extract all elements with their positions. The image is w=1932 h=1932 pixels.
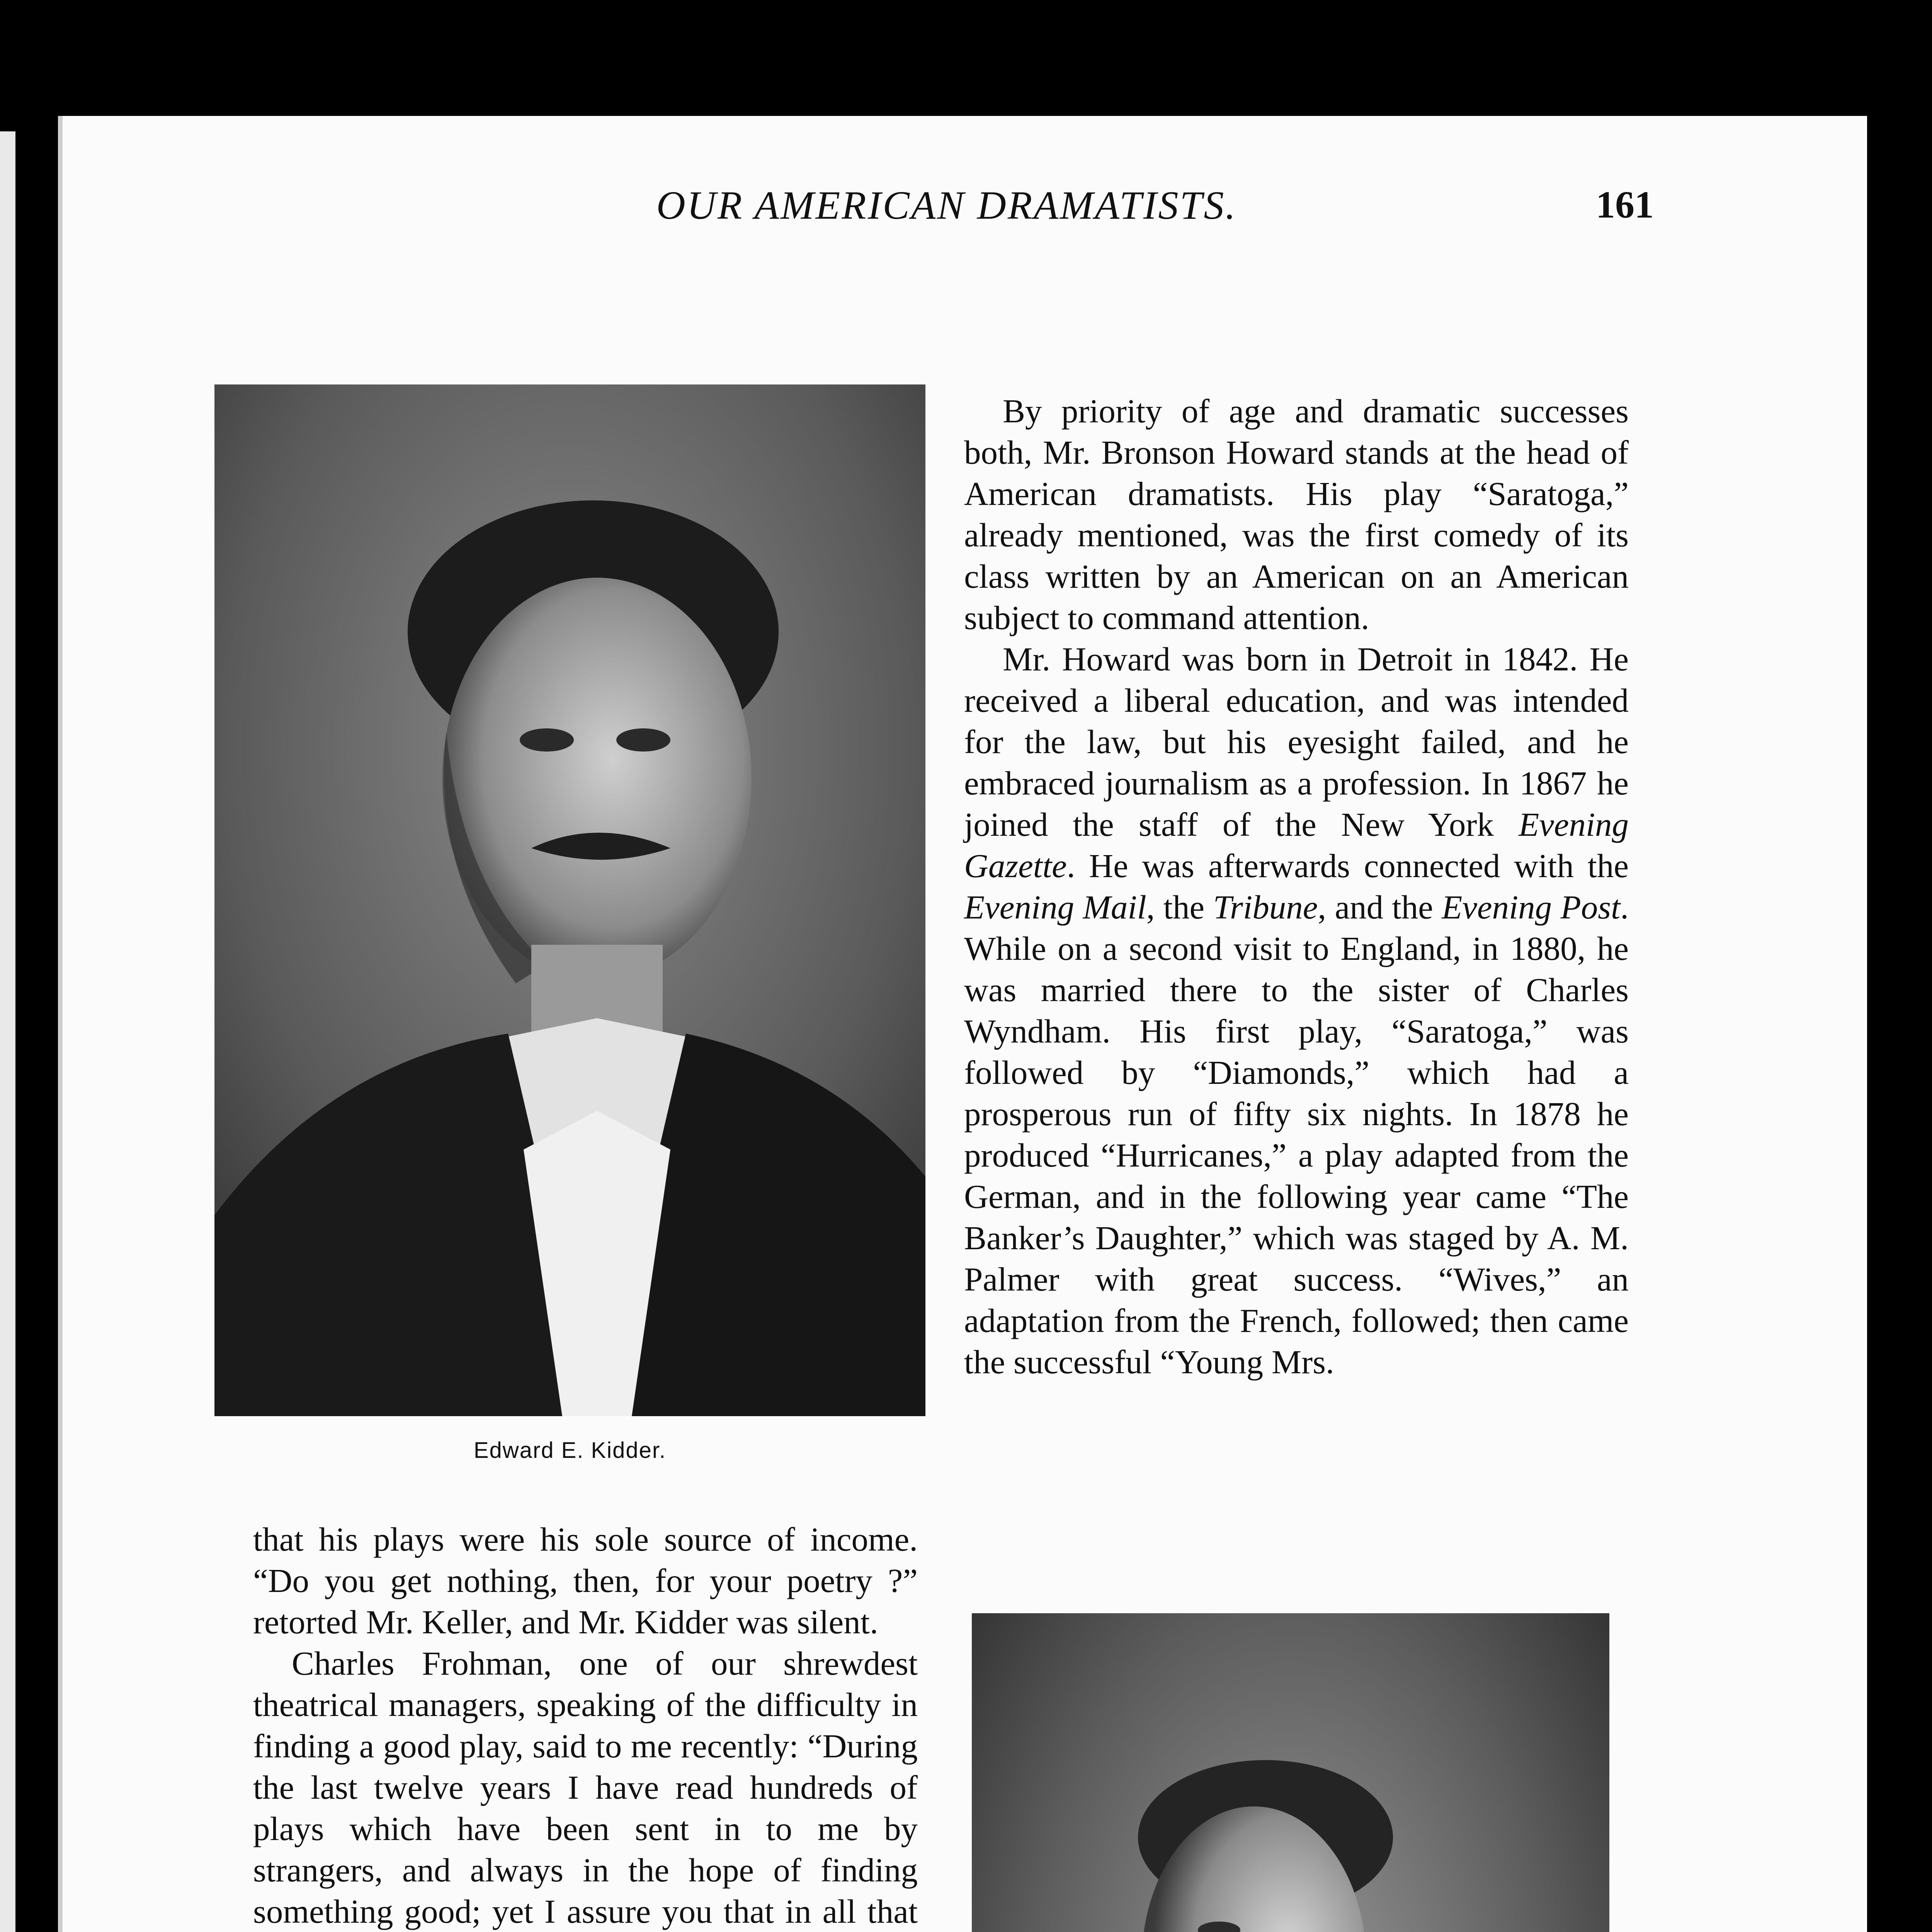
italic-title-tribune: Tribune — [1213, 888, 1318, 926]
paragraph-howard-biography: Mr. Howard was born in Detroit in 1842. He received a liberal education, and was intended for the law, but his eyesight failed, and he embraced journalism as a profession. In 1867 he joined the staff of the New York Evening Gazette. He was afterwards connected with the Evening Mail, the Tribune, and the Evening Post. While on a second visit to England, in 1880, he was married there to the sister of Charles Wyndham. His first play, “Saratoga,” was followed by “Diamonds,” which had a prosperous run of fifty six nights. In 1878 he produced “Hurricanes,” a play adapted from the German, and in the following year came “The Banker’s Daughter,” which was staged by A. M. Palmer with great success. “Wives,” an adaptation from the French, followed; then came the successful “Young Mrs. — [964, 640, 1629, 1381]
paragraph-frohman-quote: Charles Frohman, one of our shrewdest theatrical managers, speaking of the difficulty in finding a good play, said to me recently: “During the last twelve years I have read hundreds of plays which have been sent in to me by strangers, and always in the hope of finding something good; yet I assure you that in all that — [253, 1645, 918, 1930]
photo-caption-kidder: Edward E. Kidder. — [473, 1438, 667, 1463]
portrait-photo-kidder — [214, 384, 925, 1416]
portrait-kidder-illustration — [214, 384, 925, 1416]
running-title: OUR AMERICAN DRAMATISTS. — [656, 183, 1237, 228]
italic-title-evening-mail: Evening Mail — [964, 888, 1146, 926]
left-column-text — [253, 1519, 918, 1932]
page-number: 161 — [1596, 183, 1654, 226]
right-column-text — [964, 390, 1629, 1383]
paragraph-howard-priority: By priority of age and dramatic successes both, Mr. Bronson Howard stands at the head of American dramatists. His play “Saratoga,” already mentioned, was the first comedy of its class written by an American on an American subject to command attention. — [964, 392, 1629, 636]
italic-title-evening-post: Evening Post — [1442, 888, 1621, 926]
paragraph-kidder-continued: that his plays were his sole source of income. “Do you get nothing, then, for your poetry ?” retorted Mr. Keller, and Mr. Kidder was silent. — [253, 1520, 918, 1641]
book-spine-edge — [0, 131, 15, 1932]
portrait-thomas-illustration — [972, 1613, 1609, 1932]
italic-title-evening-gazette: Evening Gazette — [964, 806, 1629, 884]
portrait-photo-thomas — [972, 1613, 1609, 1932]
